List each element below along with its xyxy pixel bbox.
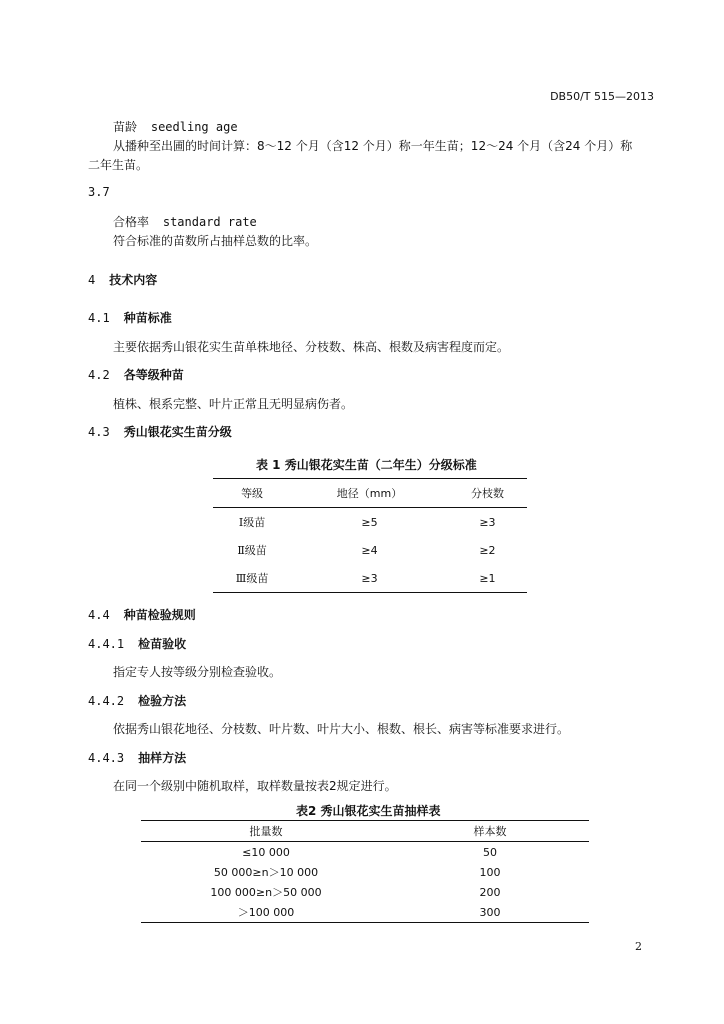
table-row	[141, 902, 589, 923]
term-definition-line2: 二年生苗。	[88, 158, 149, 172]
subsection-number: 4.3	[88, 425, 110, 439]
section-number: 4	[88, 273, 96, 287]
table-row	[141, 862, 589, 882]
table-header-row	[141, 821, 589, 842]
term-standard-rate	[113, 213, 257, 230]
cell-grade: Ⅲ级苗	[235, 572, 269, 585]
subsection-title: 种苗标准	[123, 311, 172, 325]
page-number: 2	[635, 940, 642, 953]
subsection-heading	[88, 749, 186, 766]
paragraph: 指定专人按等级分别检查验收。	[113, 665, 282, 679]
standard-code: DB50/T 515—2013	[550, 90, 654, 103]
cell-diameter: ≥5	[361, 515, 378, 529]
subsection-title: 抽样方法	[138, 751, 187, 765]
cell-branches: ≥3	[479, 515, 496, 529]
term-english: seedling age	[150, 120, 238, 134]
subsection-number: 4.4.3	[88, 751, 125, 765]
cell-batch-size: 50 000≥n＞10 000	[213, 866, 319, 879]
term-definition: 符合标准的苗数所占抽样总数的比率。	[113, 234, 318, 248]
term-label: 合格率	[113, 215, 150, 229]
header-branches: 分枝数	[448, 479, 527, 508]
paragraph: 依据秀山银花地径、分枝数、叶片数、叶片大小、根数、根长、病害等标准要求进行。	[113, 722, 570, 736]
subsection-number: 4.4	[88, 608, 110, 622]
grading-table	[213, 478, 527, 593]
term-english: standard rate	[162, 215, 257, 229]
paragraph: 主要依据秀山银花实生苗单株地径、分枝数、株高、根数及病害程度而定。	[113, 340, 510, 354]
subsection-heading	[88, 366, 184, 383]
cell-branches: ≥2	[479, 543, 496, 557]
subsection-title: 秀山银花实生苗分级	[123, 425, 232, 439]
subsection-number: 4.4.1	[88, 637, 125, 651]
table2-caption: 表2 秀山银花实生苗抽样表	[296, 804, 441, 818]
subsection-heading	[88, 692, 186, 709]
cell-grade: Ⅰ级苗	[238, 516, 266, 529]
table-header-row	[213, 479, 527, 508]
cell-batch-size: 100 000≥n＞50 000	[210, 886, 322, 899]
subsection-number: 4.2	[88, 368, 110, 382]
table-row	[213, 536, 527, 564]
subsection-number: 4.4.2	[88, 694, 125, 708]
cell-sample-size: 200	[479, 885, 501, 899]
sampling-table	[141, 820, 589, 923]
header-grade: 等级	[213, 479, 291, 508]
term-label: 苗龄	[113, 120, 138, 134]
term-seedling-age	[113, 118, 238, 135]
subsection-heading	[88, 635, 186, 652]
paragraph: 植株、根系完整、叶片正常且无明显病伤者。	[113, 397, 354, 411]
table-row	[213, 564, 527, 593]
subsection-heading	[88, 309, 172, 326]
section-heading	[88, 271, 157, 288]
paragraph: 在同一个级别中随机取样，取样数量按表2规定进行。	[113, 779, 397, 793]
subsection-title: 检苗验收	[138, 637, 187, 651]
subsection-title: 各等级种苗	[123, 368, 184, 382]
subsection-heading	[88, 606, 196, 623]
term-number: 3.7	[88, 185, 110, 199]
cell-grade: Ⅱ级苗	[237, 544, 267, 557]
subsection-heading	[88, 423, 232, 440]
table1-caption: 表 1 秀山银花实生苗（二年生）分级标准	[256, 458, 477, 472]
cell-diameter: ≥4	[361, 543, 378, 557]
cell-batch-size: ≤10 000	[242, 845, 290, 859]
subsection-title: 种苗检验规则	[123, 608, 196, 622]
cell-sample-size: 300	[479, 905, 501, 919]
header-diameter: 地径（mm）	[291, 479, 448, 508]
cell-sample-size: 100	[479, 865, 501, 879]
table-row	[141, 882, 589, 902]
cell-diameter: ≥3	[361, 571, 378, 585]
table-row	[213, 508, 527, 537]
cell-sample-size: 50	[483, 845, 497, 859]
header-sample-size: 样本数	[391, 821, 589, 842]
table-row	[141, 842, 589, 863]
header-batch-size: 批量数	[141, 821, 391, 842]
subsection-number: 4.1	[88, 311, 110, 325]
cell-batch-size: ＞100 000	[237, 906, 295, 919]
subsection-title: 检验方法	[138, 694, 187, 708]
term-definition-line1: 从播种至出圃的时间计算：8～12 个月（含12 个月）称一年生苗；12～24 个月（含24 个月）称	[113, 139, 633, 153]
section-title: 技术内容	[109, 273, 158, 287]
cell-branches: ≥1	[479, 571, 496, 585]
